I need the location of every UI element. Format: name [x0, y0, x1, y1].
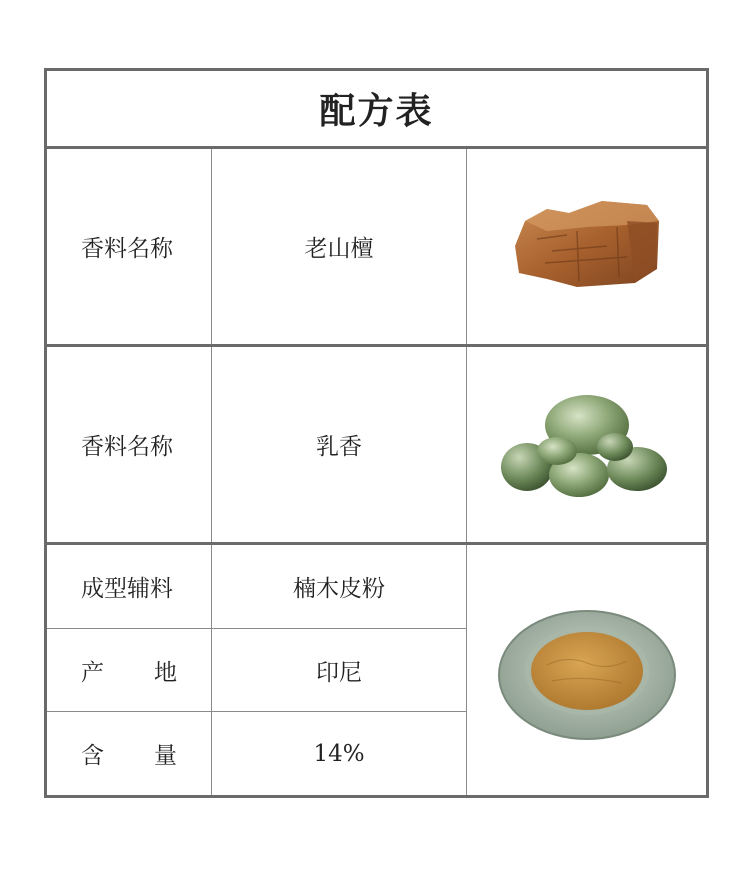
bark-powder-bowl-image	[492, 595, 682, 745]
detail-value: 印尼	[212, 628, 467, 712]
detail-label: 成型辅料	[46, 544, 212, 629]
table-title: 配方表	[46, 70, 708, 148]
detail-value: 14%	[212, 712, 467, 797]
powder-image-cell	[467, 544, 708, 797]
frankincense-resin-image	[497, 385, 677, 505]
sandalwood-image-cell	[467, 147, 708, 345]
ingredient-label: 香料名称	[46, 147, 212, 345]
table-row	[46, 147, 708, 345]
detail-label-part: 产	[81, 659, 104, 686]
formula-table	[44, 68, 709, 798]
ingredient-value: 老山檀	[212, 147, 467, 345]
title-row	[46, 70, 708, 148]
formula-sheet	[44, 68, 706, 798]
detail-label-part: 量	[154, 743, 177, 770]
ingredient-value: 乳香	[212, 345, 467, 543]
detail-label-part: 含	[81, 743, 104, 770]
detail-label	[46, 712, 212, 797]
detail-label	[46, 628, 212, 712]
ingredient-label: 香料名称	[46, 345, 212, 543]
sandalwood-chunk-image	[507, 191, 667, 301]
detail-label-part: 地	[154, 659, 177, 686]
detail-value: 楠木皮粉	[212, 544, 467, 629]
table-row	[46, 544, 708, 629]
frankincense-image-cell	[467, 345, 708, 543]
table-row	[46, 345, 708, 543]
